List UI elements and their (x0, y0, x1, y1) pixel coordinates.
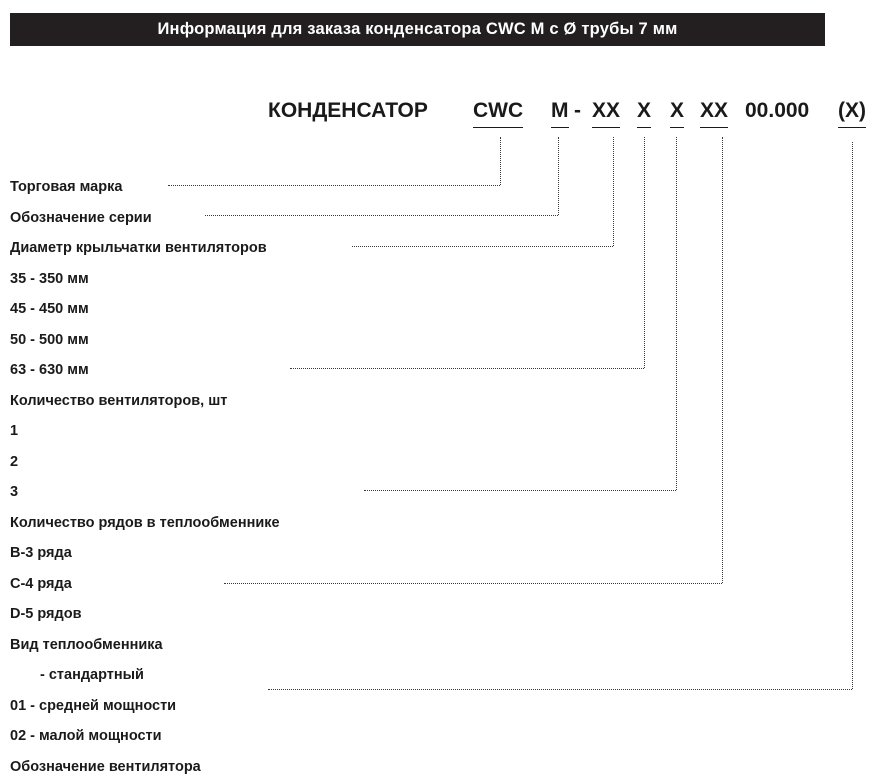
label-option: 01 - средней мощности (10, 691, 530, 722)
label-list (10, 172, 530, 782)
code-segment: M (551, 96, 569, 128)
code-segment: XX (700, 96, 728, 128)
label-heading: Обозначение серии (10, 203, 530, 234)
label-heading: Количество вентиляторов, шт (10, 386, 530, 417)
connector-impeller-vertical (613, 137, 614, 246)
connector-exchanger-vertical (722, 137, 723, 583)
label-option: 2 (10, 447, 530, 478)
label-option: B-3 ряда (10, 538, 530, 569)
label-option: 3 (10, 477, 530, 508)
code-segment: (X) (838, 96, 866, 128)
code-segment: 00.000 (745, 96, 809, 126)
label-option: 50 - 500 мм (10, 325, 530, 356)
label-option: 63 - 630 мм (10, 355, 530, 386)
page-title: Информация для заказа конденсатора CWC M с Ø трубы 7 мм (157, 20, 677, 39)
code-segment: КОНДЕНСАТОР (268, 96, 428, 126)
label-option: 45 - 450 мм (10, 294, 530, 325)
label-option: - стандартный (10, 660, 530, 691)
code-segment: - (574, 96, 581, 126)
label-option: 35 - 350 мм (10, 264, 530, 295)
code-segment: X (670, 96, 684, 128)
label-heading: Вид теплообменника (10, 630, 530, 661)
header-banner (10, 13, 825, 46)
label-heading: Диаметр крыльчатки вентиляторов (10, 233, 530, 264)
label-option: 02 - малой мощности (10, 721, 530, 752)
code-segment: XX (592, 96, 620, 128)
label-heading: Обозначение вентилятора (10, 752, 530, 782)
product-code-line (0, 96, 889, 130)
connector-fan-count-vertical (644, 137, 645, 368)
label-heading: Торговая марка (10, 172, 530, 203)
code-segment: X (637, 96, 651, 128)
connector-rows-vertical (676, 137, 677, 490)
code-segment: CWC (473, 96, 523, 128)
label-heading: Количество рядов в теплообменнике (10, 508, 530, 539)
label-option: C-4 ряда (10, 569, 530, 600)
connector-fan-marking-vertical (852, 142, 853, 689)
connector-series-vertical (558, 137, 559, 215)
label-option: D-5 рядов (10, 599, 530, 630)
label-option: 1 (10, 416, 530, 447)
